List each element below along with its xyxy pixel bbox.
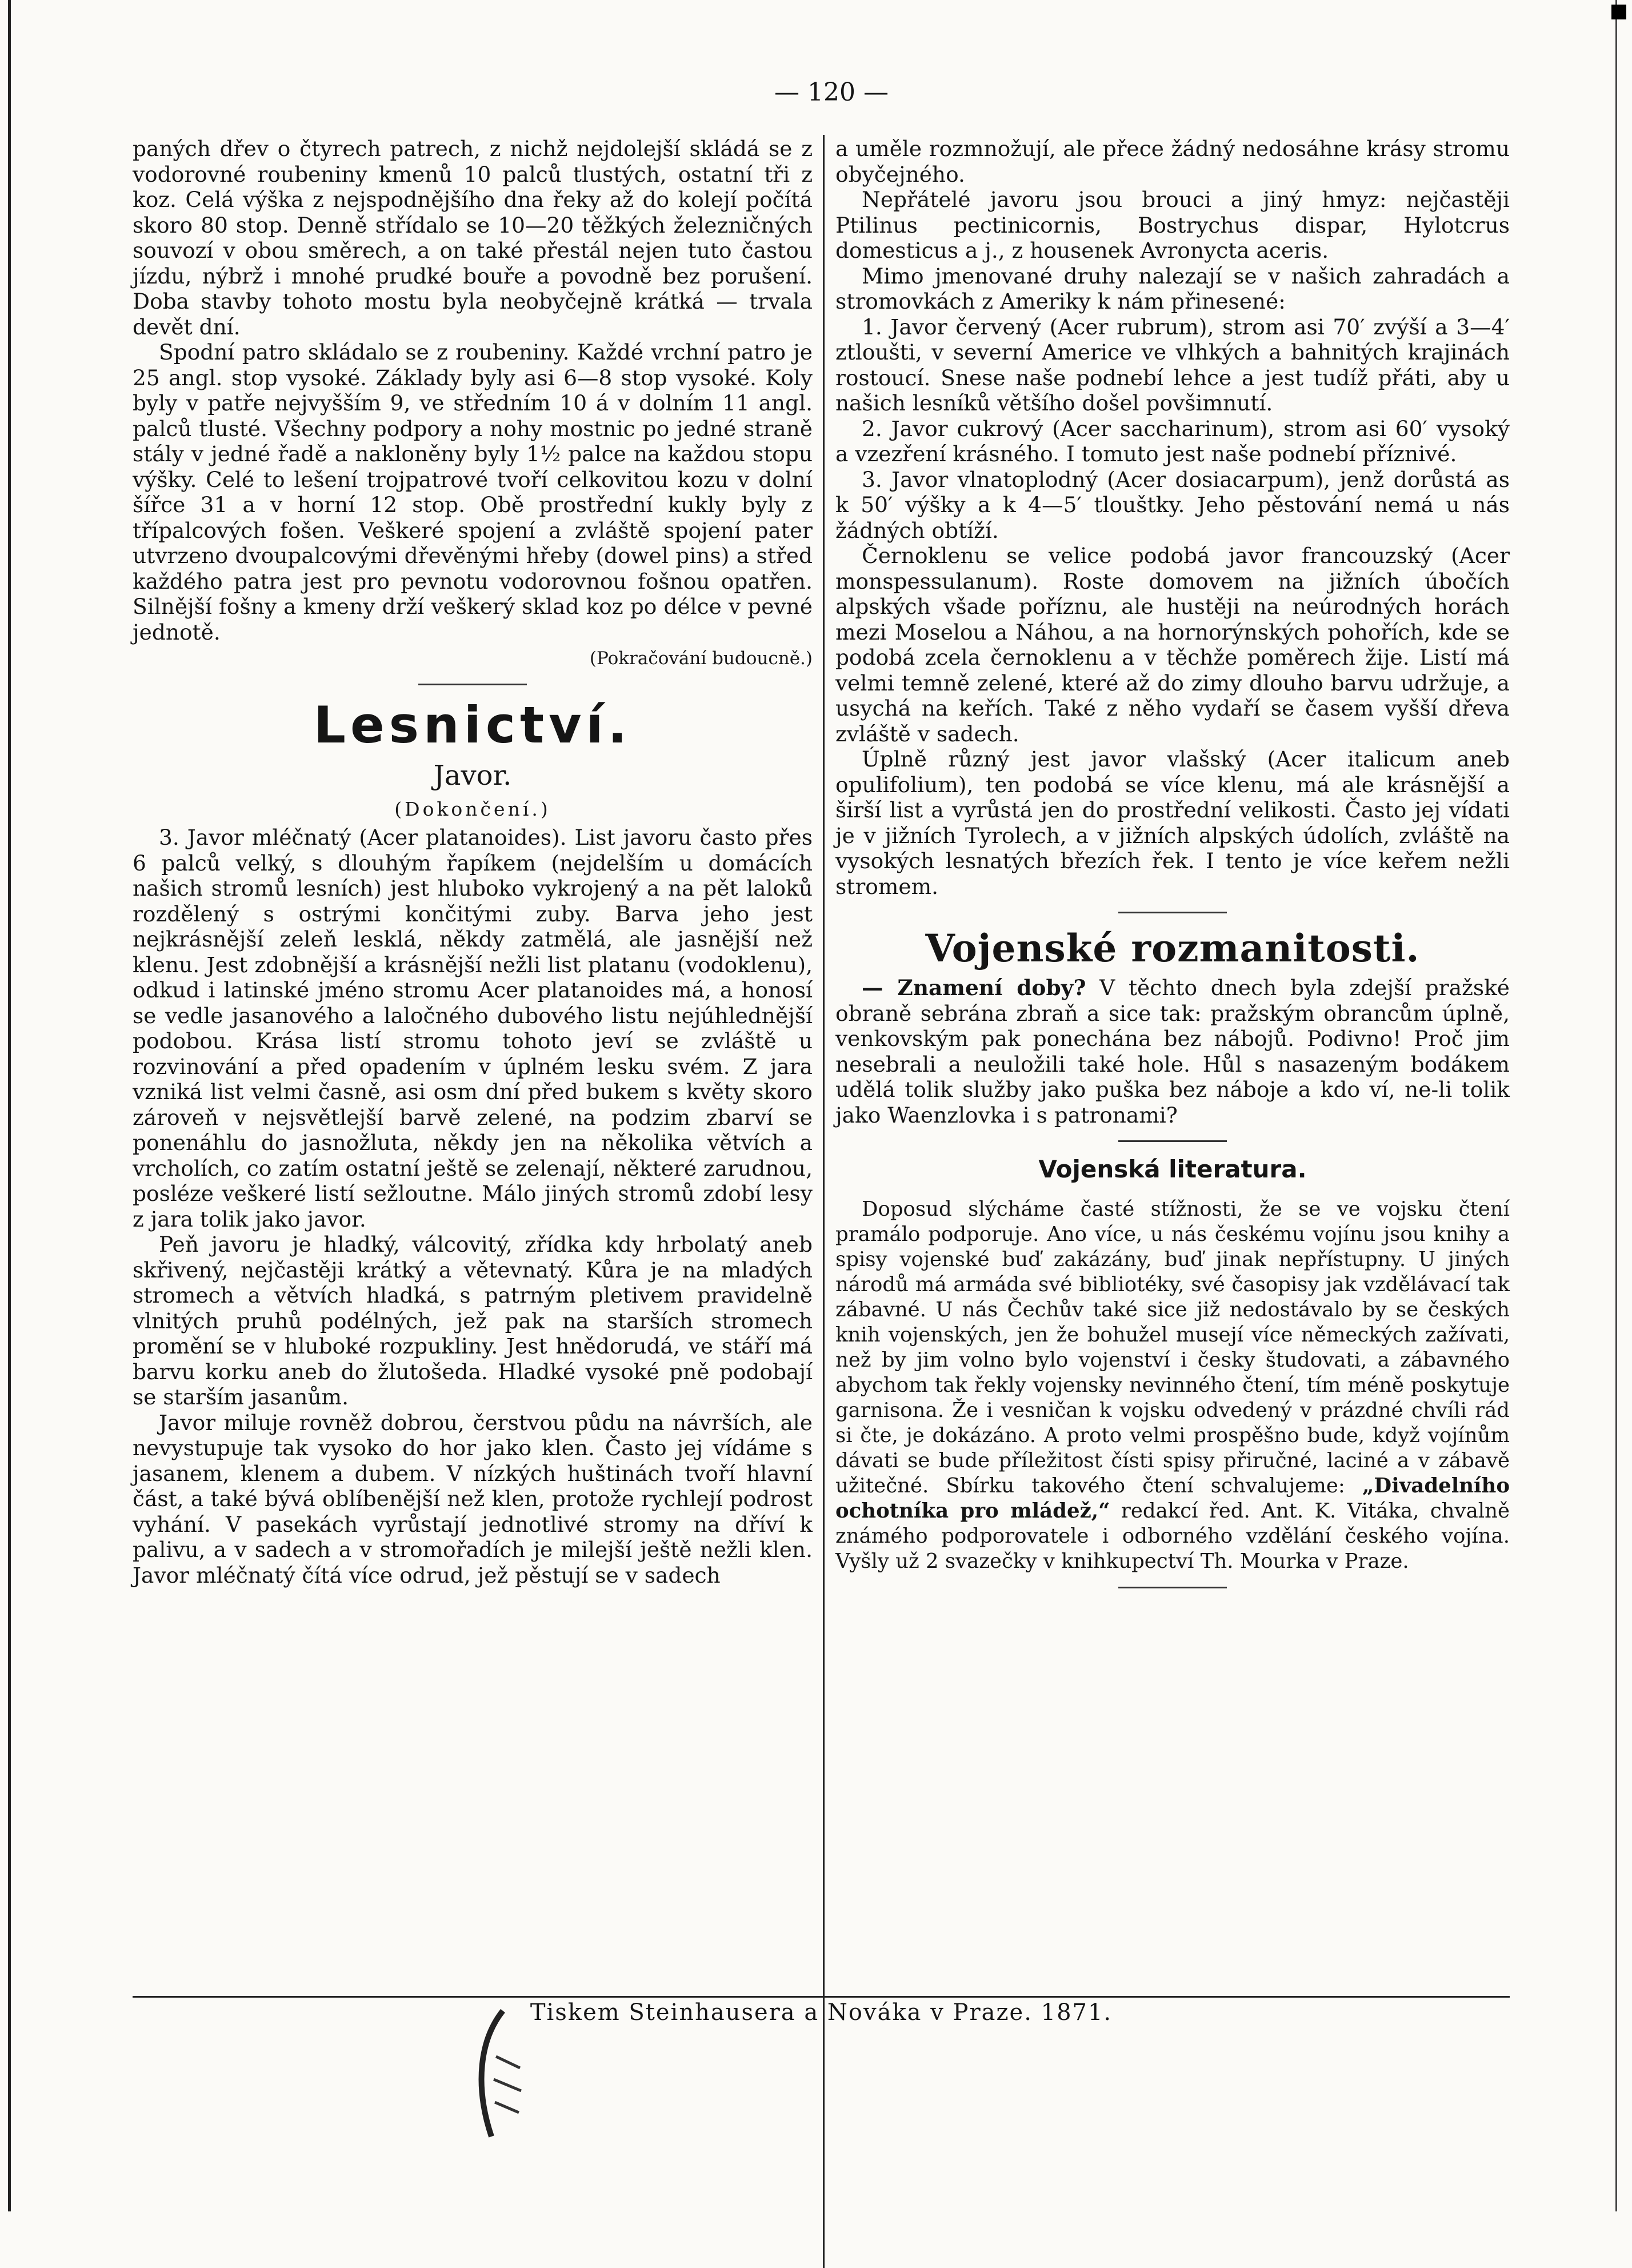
news-item [835,975,1510,1128]
article-title: Javor. [433,760,512,792]
page-number: — 120 — [774,78,889,107]
section-divider [1118,1140,1227,1142]
section-title: Vojenské rozmanitosti. [925,926,1420,971]
paragraph: Nepřátelé javoru jsou brouci a jiný hmyz: nejčastěji Ptilinus pectinicornis, Bostrychus dispar, Hylotcrus domesticus a j., z housenek Avronycta aceris. [835,187,1510,263]
left-column [133,136,813,1588]
library-stamp-mark [469,2005,537,2148]
continuation-note: (Pokračování budoucně.) [589,648,813,669]
paragraph [835,1197,1510,1574]
paragraph: Javor miluje rovněž dobrou, čerstvou půdu na návrších, ale nevystupuje tak vysoko do hor jako klen. Často jej vídáme s jasanem, klenem a dubem. V nízkých huštinách tvoří hlavní část, a také bývá oblíbenější než klen, protože rychlejí podrost vyhání. V pasekách vyrůstají jednotlivé stromy na dříví k palivu, a v sadech a v stromořadích je milejší ještě nežli klen. Javor mléčnatý čítá více odrud, jež pěstují se v sadech [133,1409,813,1588]
paragraph: 1. Javor červený (Acer rubrum), strom asi 70′ zvýší a 3—4′ ztloušti, v severní Americe ve vlhkých a bahnitých krajinách rostoucí. Snese naše podnebí lehce a jest tudíž přáti, aby u našich lesníků většího došel povšimnutí. [835,314,1510,416]
scan-edge-left [8,0,11,2211]
section-title: Lesnictví. [313,696,632,754]
right-column [835,136,1510,1599]
paragraph: Černoklenu se velice podobá javor francouzský (Acer monspessulanum). Roste domovem na jižních úbočích alpských všade poříznu, ale hustěji na neúrodných horách mezi Moselou a Náhou, a na hornorýnských pohořích, kde se podobá zcela černoklenu a v těchže poměrech žije. Listí má velmi temně zelené, které až do zimy dlouho barvu udržuje, a usychá na keřích. Také z něho vydaří se časem vyšší dřeva zvláště v sadech. [835,543,1510,746]
paragraph: Úplně různý jest javor vlašský (Acer italicum aneb opulifolium), ten podobá se více klenu, má ale krásnější a širší list a vyrůstá jen do prostřední velikosti. Často jej vídati je v jižních Tyrolech, a v jižních alpských údolích, zvláště na vysokých lesnatých březích řek. I tento je více keřem nežli stromem. [835,746,1510,899]
article-status: (Dokončení.) [394,798,551,820]
paragraph: 3. Javor vlnatoplodný (Acer dosiacarpum), jenž dorůstá as k 50′ výšky a k 4—5′ tlouštky. Jeho pěstování nemá u nás žádných obtíží. [835,466,1510,543]
book-title: „Divadelního ochotníka pro mládež,“ [835,1474,1510,1523]
column-divider [823,135,825,2268]
literature-title: Vojenská literatura. [1038,1155,1307,1183]
paragraph: paných dřev o čtyrech patrech, z nichž nejdolejší skládá se z vodorovné roubeniny kmenů 10 palců tlustých, ostatní tři z koz. Celá výška z nejspodnějšího dna řeky až do kolejí počítá skoro 80 stop. Denně střídalo se 10—20 těžkých železničných souvozí v obou směrech, a on také přestál nejen tuto častou jízdu, nýbrž i mnohé prudké bouře a povodně bez porušení. Doba stavby tohoto mostu byla neobyčejně krátká — trvala devět dní. [133,136,813,340]
paragraph: Peň javoru je hladký, válcovitý, zřídka kdy hrbolatý aneb skřivený, nejčastěji krátký a větevnatý. Kůra je na mladých stromech a větvích hladká, s patrným pletivem pravidelně vlnitých pruhů podélných, jež pak na starších stromech promění se v hluboké rozpukliny. Jest hnědorudá, ve stáří má barvu korku aneb do žlutošeda. Hladké vysoké pně podobají se starším jasanům. [133,1232,813,1409]
section-divider [1118,1587,1227,1588]
paragraph: Mimo jmenované druhy nalezají se v našich zahradách a stromovkách z Ameriky k nám přinesené: [835,263,1510,314]
news-lead: — Znamení doby? [862,975,1086,1000]
literature-text-after: redakcí řed. Ant. K. Vitáka, chvalně známého podporovatele i odborného vzdělání českého vojína. Vyšly už 2 svazečky v knihkupectví Th. Mourka v Praze. [835,1499,1510,1573]
literature-text: Doposud slýcháme časté stížnosti, že se ve vojsku čtení pramálo podporuje. Ano více, u nás českému vojínu jsou knihy a spisy vojenské buď zakázány, buď jinak nepřístupny. U jiných národů má armáda své bibliotéky, své časopisy jak vzdělávací tak zábavné. U nás Čechův také sice již nedostávalo by se českých knih vojenských, jen že bohužel musejí více německých zažívati, než by jim volno bylo vojenství i česky študovati, a zábavného abychom tak řekly vojensky nevinného čtení, tím méně poskytuje garnisona. Že i vesničan k vojsku odvedený v prázdné chvíli rád si čte, je dokázáno. A proto velmi prospěšno bude, když vojínům dávati se bude příležitost čísti spisy přiručné, laciné a v zábavě užitečné. Sbírku takového čtení schvalujeme: [835,1197,1510,1498]
paragraph: 2. Javor cukrový (Acer saccharinum), strom asi 60′ vysoký a vzezření krásného. I tomuto jest naše podnebí příznivé. [835,416,1510,466]
section-divider [1118,912,1227,913]
news-text: V těchto dnech byla zdejší pražské obraně sebrána zbraň a sice tak: pražským obrancům úplně, venkovským pak ponechána bez nábojů. Podivno! Proč jim nesebrali a neuložili také hole. Hůl s nasazeným bodákem udělá tolik služby jako puška bez náboje a kdo ví, ne-li tolik jako Waenzlovka i s patronami? [835,975,1510,1128]
literature-body [835,1197,1510,1574]
paragraph: a uměle rozmnožují, ale přece žádný nedosáhne krásy stromu obyčejného. [835,136,1510,187]
scan-edge-right [1615,0,1617,2211]
footer-rule [133,1996,1510,1998]
scan-corner-mark [1611,5,1626,19]
paragraph: Spodní patro skládalo se z roubeniny. Každé vrchní patro je 25 angl. stop vysoké. Základy byly asi 6—8 stop vysoké. Koly byly v patře nejvyšším 9, ve středním 10 á v dolním 11 angl. palců tlusté. Všechny podpory a nohy mostnic po jedné straně stály v jedné řadě a nakloněny byly 1½ palce na každou stopu výšky. Celé to lešení trojpatrové tvoří celkovitou kozu v dolní šířce 31 a v horní 12 stop. Obě prostřední kukly byly z třípalcových fošen. Veškeré spojení a zvláště spojení pater utvrzeno dvoupalcovými dřevěnými hřeby (dowel pins) a střed každého patra jest pro pevnotu vodorovnou fošnou opatřen. Silnější fošny a kmeny drží veškerý sklad koz po délce v pevné jednotě. [133,340,813,645]
paragraph: 3. Javor mléčnatý (Acer platanoides). List javoru často přes 6 palců velký, s dlouhým řapíkem (nejdelším u domácích našich stromů lesních) jest hluboko vykrojený a na pět laloků rozdělený s ostrými končitými zuby. Barva jeho jest nejkrásnější zeleň lesklá, někdy zatmělá, ale jasnější než klenu. Jest zdobnější a krásnější nežli list platanu (vodoklenu), odkud i latinské jméno stromu Acer platanoides má, a honosí se vedle jasanového a laločného dubového listu nejúhlednější podobou. Krása listí stromu tohoto jeví se zvláště u rozvinování a před opadením v úplném lesku svém. Z jara vzniká list velmi časně, asi osm dní před bukem s květy skoro zároveň v nejsvětlejší barvě zelené, na podzim zbarví se ponenáhlu do jasnožluta, někdy jen na několika větvích a vrcholích, co zatím ostatní ještě se zelenají, některé zarudnou, posléze veškeré listí sežloutne. Málo jiných stromů zdobí lesy z jara tolik jako javor. [133,825,813,1232]
section-divider [418,684,527,685]
printer-line: Tiskem Steinhausera a Nováka v Praze. 1871. [530,1999,1113,2026]
